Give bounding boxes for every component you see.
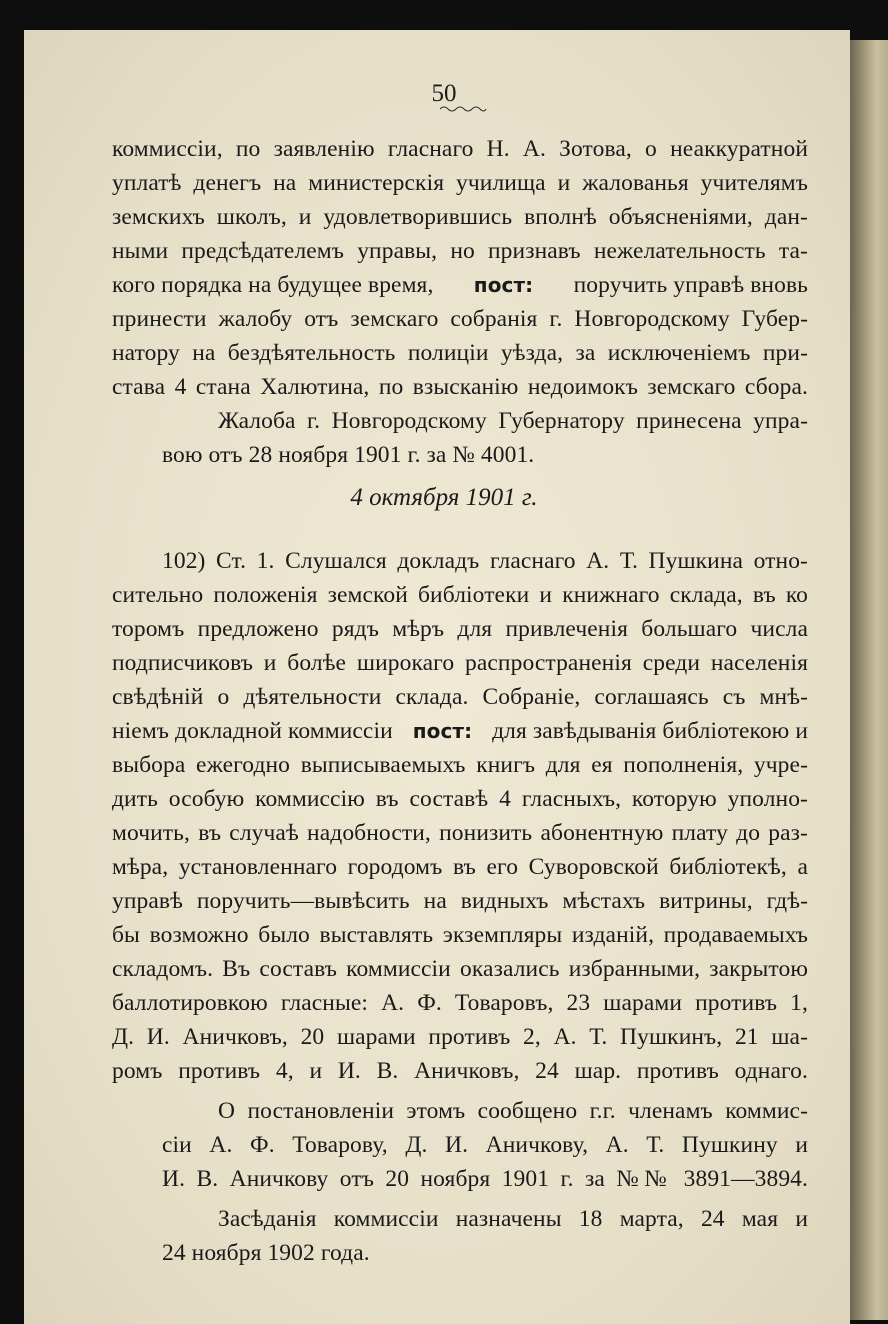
text-line: сіи А. Ф. Товарову, Д. И. Аничкову, А. Т. Пушкину и: [162, 1132, 808, 1158]
text-fragment: поручить управѣ вновь: [573, 272, 808, 298]
page-number-ornament: [438, 104, 488, 114]
text-line: коммиссіи, по заявленію гласнаго Н. А. Зотова, о неаккуратной: [112, 136, 808, 162]
text-line: Жалоба г. Новгородскому Губернатору принесена упра-: [218, 408, 808, 434]
text-line: свѣдѣній о дѣятельности склада. Собраніе, соглашаясь съ мнѣ-: [112, 684, 808, 710]
text-line: ромъ противъ 4, и И. В. Аничковъ, 24 шар. противъ однаго.: [112, 1058, 808, 1084]
text-line: бы возможно было выставлять экземпляры изданій, продаваемыхъ: [112, 922, 808, 948]
text-line: принести жалобу отъ земскаго собранія г. Новгородскому Губер-: [112, 306, 808, 332]
text-line: става 4 стана Халютина, по взысканію недоимокъ земскаго сбора.: [112, 374, 808, 400]
text-line: О постановленіи этомъ сообщено г.г. членамъ коммис-: [218, 1098, 808, 1124]
text-line: вою отъ 28 ноября 1901 г. за № 4001.: [162, 442, 535, 468]
text-fragment: кого порядка на будущее время,: [112, 272, 434, 298]
text-fragment: ніемъ докладной коммиссіи: [112, 718, 393, 744]
text-line: дить особую коммиссію въ составѣ 4 гласныхъ, которую уполно-: [112, 786, 808, 812]
text-line: подписчиковъ и болѣе широкаго распространенія среди населенія: [112, 650, 808, 676]
text-line: мочить, въ случаѣ надобности, понизить абонентную плату до раз-: [112, 820, 808, 846]
text-line: баллотировкою гласные: А. Ф. Товаровъ, 23 шарами противъ 1,: [112, 990, 808, 1016]
text-line: натору на бездѣятельность полиціи уѣзда, за исключеніемъ при-: [112, 340, 808, 366]
text-fragment: для завѣдыванія библіотекою и: [492, 718, 808, 744]
text-line: торомъ предложено рядъ мѣръ для привлеченія большаго числа: [112, 616, 808, 642]
page-number: 50: [431, 80, 457, 107]
post-label: пост:: [473, 273, 534, 297]
text-line: уплатѣ денегъ на министерскія училища и жалованья учителямъ: [112, 170, 808, 196]
text-line: сительно положенія земской библіотеки и книжнаго склада, въ ко: [112, 582, 808, 608]
adjacent-page-edge: [850, 40, 888, 1320]
text-line: складомъ. Въ составъ коммиссіи оказались избранными, закрытою: [112, 956, 808, 982]
text-line: [112, 714, 808, 748]
date-heading: 4 октября 1901 г.: [350, 484, 538, 511]
text-line: управѣ поручить—вывѣсить на видныхъ мѣстахъ витрины, гдѣ-: [112, 888, 808, 914]
post-label: пост:: [412, 719, 473, 743]
text-line: 102) Ст. 1. Слушался докладъ гласнаго А. Т. Пушкина отно-: [162, 548, 808, 574]
text-line: мѣра, установленнаго городомъ въ его Суворовской библіотекѣ, а: [112, 854, 808, 880]
text-line: [112, 268, 808, 302]
text-line: Засѣданія коммиссіи назначены 18 марта, 24 мая и: [218, 1206, 808, 1232]
text-line: И. В. Аничкову отъ 20 ноября 1901 г. за №№ 3891—3894.: [162, 1166, 808, 1192]
text-line: ными предсѣдателемъ управы, но признавъ нежелательность та-: [112, 238, 808, 264]
text-line: выбора ежегодно выписываемыхъ книгъ для ея пополненія, учре-: [112, 752, 808, 778]
text-line: 24 ноября 1902 года.: [162, 1240, 370, 1266]
text-line: Д. И. Аничковъ, 20 шарами противъ 2, А. Т. Пушкинъ, 21 ша-: [112, 1024, 808, 1050]
text-line: земскихъ школъ, и удовлетворившись вполнѣ объясненіями, дан-: [112, 204, 808, 230]
